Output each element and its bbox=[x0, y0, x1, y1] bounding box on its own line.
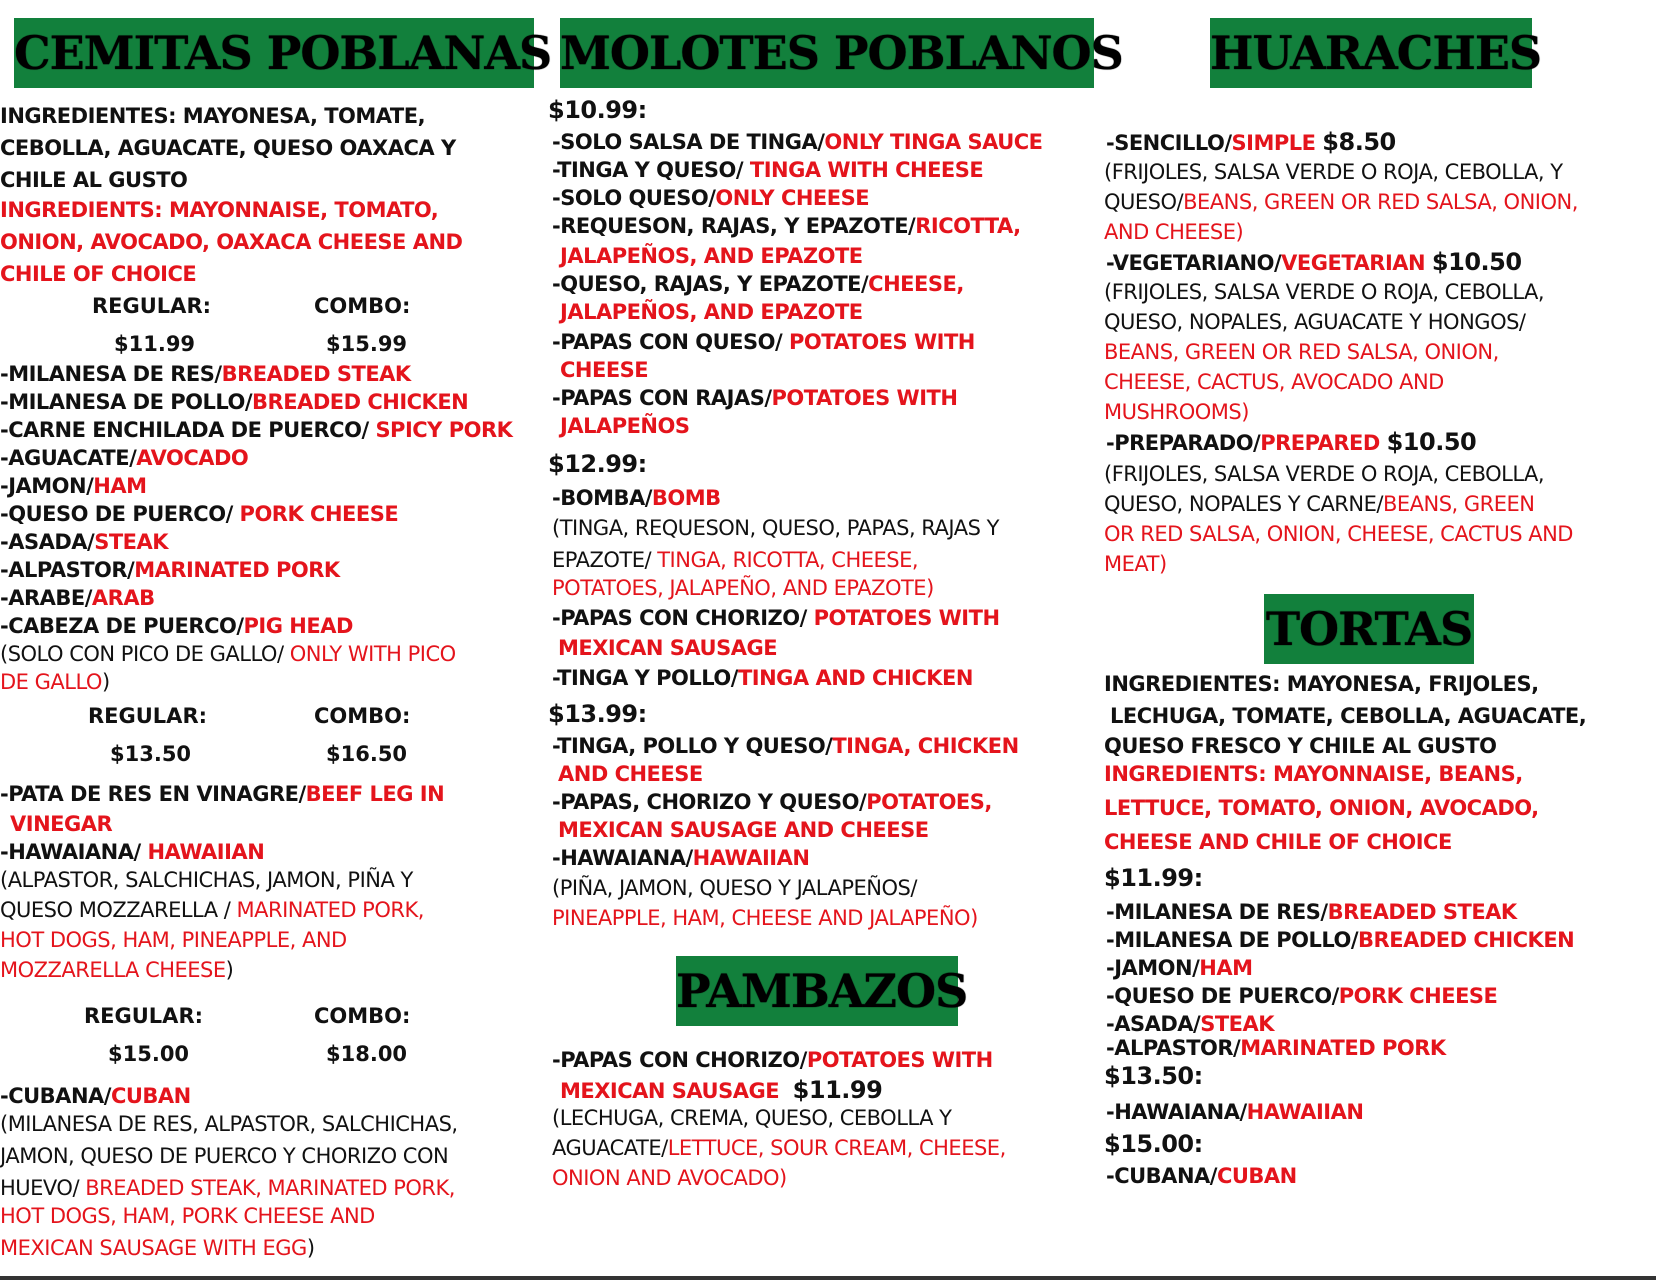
item-note: QUESO, NOPALES Y CARNE/BEANS, GREEN bbox=[1104, 492, 1535, 516]
item-note: (MILANESA DE RES, ALPASTOR, SALCHICHAS, bbox=[0, 1112, 458, 1136]
combo-price: $15.99 bbox=[326, 332, 408, 356]
menu-item: -PAPAS, CHORIZO Y QUESO/POTATOES, bbox=[552, 790, 992, 814]
tortas-ingredients-en-1: INGREDIENTS: MAYONNAISE, BEANS, bbox=[1104, 762, 1523, 786]
menu-item: -QUESO DE PUERCO/ PORK CHEESE bbox=[0, 502, 399, 526]
item-note: BEANS, GREEN OR RED SALSA, ONION, bbox=[1104, 340, 1499, 364]
menu-item: -TINGA Y QUESO/ TINGA WITH CHEESE bbox=[552, 158, 984, 182]
item-note: POTATOES, JALAPEÑO, AND EPAZOTE) bbox=[552, 576, 934, 600]
tortas-title: TORTAS bbox=[1264, 594, 1474, 664]
menu-item-continued: MEXICAN SAUSAGE bbox=[558, 636, 778, 660]
menu-item: -PAPAS CON CHORIZO/POTATOES WITH bbox=[552, 1048, 993, 1072]
menu-item: -PREPARADO/PREPARED $10.50 bbox=[1106, 428, 1477, 456]
item-note: (FRIJOLES, SALSA VERDE O ROJA, CEBOLLA, Y bbox=[1104, 160, 1563, 184]
item-note: (SOLO CON PICO DE GALLO/ ONLY WITH PICO bbox=[0, 642, 456, 666]
menu-item-continued: JALAPEÑOS, AND EPAZOTE bbox=[560, 244, 863, 268]
menu-item: -MILANESA DE POLLO/BREADED CHICKEN bbox=[1106, 928, 1575, 952]
tortas-ingredients-es-2: LECHUGA, TOMATE, CEBOLLA, AGUACATE, bbox=[1110, 704, 1587, 728]
item-note: CHEESE, CACTUS, AVOCADO AND bbox=[1104, 370, 1444, 394]
item-note: HOT DOGS, HAM, PORK CHEESE AND bbox=[0, 1204, 375, 1228]
molotes-title: MOLOTES POBLANOS bbox=[560, 18, 1094, 88]
menu-item: -HAWAIANA/HAWAIIAN bbox=[552, 846, 810, 870]
menu-item: -MILANESA DE RES/BREADED STEAK bbox=[0, 362, 411, 386]
menu-item: -QUESO, RAJAS, Y EPAZOTE/CHEESE, bbox=[552, 272, 964, 296]
menu-item: -TINGA Y POLLO/TINGA AND CHICKEN bbox=[552, 666, 973, 690]
pambazos-title: PAMBAZOS bbox=[676, 956, 958, 1026]
item-note: (ALPASTOR, SALCHICHAS, JAMON, PIÑA Y bbox=[0, 868, 413, 892]
menu-item: -JAMON/HAM bbox=[1106, 956, 1253, 980]
combo-label: COMBO: bbox=[314, 294, 411, 318]
menu-item: -ARABE/ARAB bbox=[0, 586, 155, 610]
cemitas-ingredients-en-1: INGREDIENTS: MAYONNAISE, TOMATO, bbox=[0, 198, 439, 222]
regular-label: REGULAR: bbox=[88, 704, 208, 728]
cemitas-ingredients-es-2: CEBOLLA, AGUACATE, QUESO OAXACA Y bbox=[0, 136, 456, 160]
item-note: HOT DOGS, HAM, PINEAPPLE, AND bbox=[0, 928, 347, 952]
item-note: (TINGA, REQUESON, QUESO, PAPAS, RAJAS Y bbox=[552, 516, 999, 540]
menu-item: -CUBANA/CUBAN bbox=[1106, 1164, 1297, 1188]
item-note: ONION AND AVOCADO) bbox=[552, 1166, 787, 1190]
menu-item: -ALPASTOR/MARINATED PORK bbox=[1106, 1036, 1446, 1060]
combo-price: $16.50 bbox=[326, 742, 408, 766]
menu-item: -VEGETARIANO/VEGETARIAN $10.50 bbox=[1106, 248, 1522, 276]
menu-item: -SOLO QUESO/ONLY CHEESE bbox=[552, 186, 870, 210]
menu-item: -PAPAS CON RAJAS/POTATOES WITH bbox=[552, 386, 958, 410]
menu-item: -JAMON/HAM bbox=[0, 474, 147, 498]
regular-label: REGULAR: bbox=[84, 1004, 204, 1028]
item-note: AGUACATE/LETTUCE, SOUR CREAM, CHEESE, bbox=[552, 1136, 1006, 1160]
tortas-ingredients-en-2: LETTUCE, TOMATO, ONION, AVOCADO, bbox=[1104, 796, 1539, 820]
price-heading: $10.99: bbox=[548, 96, 647, 124]
menu-item: -HAWAIANA/ HAWAIIAN bbox=[0, 840, 265, 864]
item-note: (LECHUGA, CREMA, QUESO, CEBOLLA Y bbox=[552, 1106, 952, 1130]
menu-item: -BOMBA/BOMB bbox=[552, 486, 721, 510]
tortas-ingredients-en-3: CHEESE AND CHILE OF CHOICE bbox=[1104, 830, 1452, 854]
combo-price: $18.00 bbox=[326, 1042, 408, 1066]
item-note: QUESO/BEANS, GREEN OR RED SALSA, ONION, bbox=[1104, 190, 1578, 214]
menu-item-continued: AND CHEESE bbox=[558, 762, 703, 786]
item-note: MEXICAN SAUSAGE WITH EGG) bbox=[0, 1236, 315, 1260]
item-note: (PIÑA, JAMON, QUESO Y JALAPEÑOS/ bbox=[552, 876, 917, 900]
menu-item: -SOLO SALSA DE TINGA/ONLY TINGA SAUCE bbox=[552, 130, 1043, 154]
menu-item: -REQUESON, RAJAS, Y EPAZOTE/RICOTTA, bbox=[552, 214, 1021, 238]
regular-label: REGULAR: bbox=[92, 294, 212, 318]
item-note: HUEVO/ BREADED STEAK, MARINATED PORK, bbox=[0, 1176, 455, 1200]
item-note: (FRIJOLES, SALSA VERDE O ROJA, CEBOLLA, bbox=[1104, 462, 1545, 486]
menu-item: -CABEZA DE PUERCO/PIG HEAD bbox=[0, 614, 353, 638]
price-heading: $12.99: bbox=[548, 450, 647, 478]
cemitas-ingredients-es-3: CHILE AL GUSTO bbox=[0, 168, 188, 192]
item-note: QUESO, NOPALES, AGUACATE Y HONGOS/ bbox=[1104, 310, 1526, 334]
price-heading: $11.99: bbox=[1104, 864, 1203, 892]
cemitas-ingredients-en-3: CHILE OF CHOICE bbox=[0, 262, 197, 286]
combo-label: COMBO: bbox=[314, 1004, 411, 1028]
item-note: MOZZARELLA CHEESE) bbox=[0, 958, 234, 982]
item-note: QUESO MOZZARELLA / MARINATED PORK, bbox=[0, 898, 424, 922]
huaraches-title: HUARACHES bbox=[1210, 18, 1532, 88]
menu-item-continued: CHEESE bbox=[560, 358, 649, 382]
menu-item: -TINGA, POLLO Y QUESO/TINGA, CHICKEN bbox=[552, 734, 1019, 758]
menu-item: -ALPASTOR/MARINATED PORK bbox=[0, 558, 340, 582]
item-note: OR RED SALSA, ONION, CHEESE, CACTUS AND bbox=[1104, 522, 1573, 546]
menu-item: -SENCILLO/SIMPLE $8.50 bbox=[1106, 128, 1396, 156]
menu-item: -PAPAS CON CHORIZO/ POTATOES WITH bbox=[552, 606, 1000, 630]
menu-item: -ASADA/STEAK bbox=[1106, 1012, 1275, 1036]
item-note: AND CHEESE) bbox=[1104, 220, 1244, 244]
item-note: EPAZOTE/ TINGA, RICOTTA, CHEESE, bbox=[552, 548, 919, 572]
item-note: JAMON, QUESO DE PUERCO Y CHORIZO CON bbox=[0, 1144, 449, 1168]
menu-item: -MILANESA DE POLLO/BREADED CHICKEN bbox=[0, 390, 469, 414]
menu-item-continued: MEXICAN SAUSAGE $11.99 bbox=[560, 1076, 883, 1104]
regular-price: $11.99 bbox=[114, 332, 196, 356]
menu-item: -AGUACATE/AVOCADO bbox=[0, 446, 249, 470]
price-heading: $13.99: bbox=[548, 700, 647, 728]
price-heading: $13.50: bbox=[1104, 1062, 1203, 1090]
menu-item: -MILANESA DE RES/BREADED STEAK bbox=[1106, 900, 1517, 924]
menu-item: -PAPAS CON QUESO/ POTATOES WITH bbox=[552, 330, 975, 354]
item-note: PINEAPPLE, HAM, CHEESE AND JALAPEÑO) bbox=[552, 906, 978, 930]
menu-item-continued: JALAPEÑOS, AND EPAZOTE bbox=[560, 300, 863, 324]
menu-item: -ASADA/STEAK bbox=[0, 530, 169, 554]
tortas-ingredients-es-1: INGREDIENTES: MAYONESA, FRIJOLES, bbox=[1104, 672, 1539, 696]
regular-price: $13.50 bbox=[110, 742, 192, 766]
menu-item: -HAWAIANA/HAWAIIAN bbox=[1106, 1100, 1364, 1124]
menu-item-continued: VINEGAR bbox=[10, 812, 113, 836]
item-note: (FRIJOLES, SALSA VERDE O ROJA, CEBOLLA, bbox=[1104, 280, 1545, 304]
menu-item-continued: MEXICAN SAUSAGE AND CHEESE bbox=[558, 818, 929, 842]
tortas-ingredients-es-3: QUESO FRESCO Y CHILE AL GUSTO bbox=[1104, 734, 1497, 758]
regular-price: $15.00 bbox=[108, 1042, 190, 1066]
menu-item: -QUESO DE PUERCO/PORK CHEESE bbox=[1106, 984, 1498, 1008]
menu-item: -CUBANA/CUBAN bbox=[0, 1084, 191, 1108]
item-note: MEAT) bbox=[1104, 552, 1167, 576]
cemitas-title: CEMITAS POBLANAS bbox=[14, 18, 534, 88]
menu-item: -PATA DE RES EN VINAGRE/BEEF LEG IN bbox=[0, 782, 445, 806]
price-heading: $15.00: bbox=[1104, 1130, 1203, 1158]
combo-label: COMBO: bbox=[314, 704, 411, 728]
cemitas-ingredients-es-1: INGREDIENTES: MAYONESA, TOMATE, bbox=[0, 104, 426, 128]
bottom-divider bbox=[0, 1276, 1656, 1280]
cemitas-ingredients-en-2: ONION, AVOCADO, OAXACA CHEESE AND bbox=[0, 230, 463, 254]
item-note: MUSHROOMS) bbox=[1104, 400, 1249, 424]
item-note: DE GALLO) bbox=[0, 670, 110, 694]
menu-item-continued: JALAPEÑOS bbox=[560, 414, 690, 438]
menu-item: -CARNE ENCHILADA DE PUERCO/ SPICY PORK bbox=[0, 418, 513, 442]
